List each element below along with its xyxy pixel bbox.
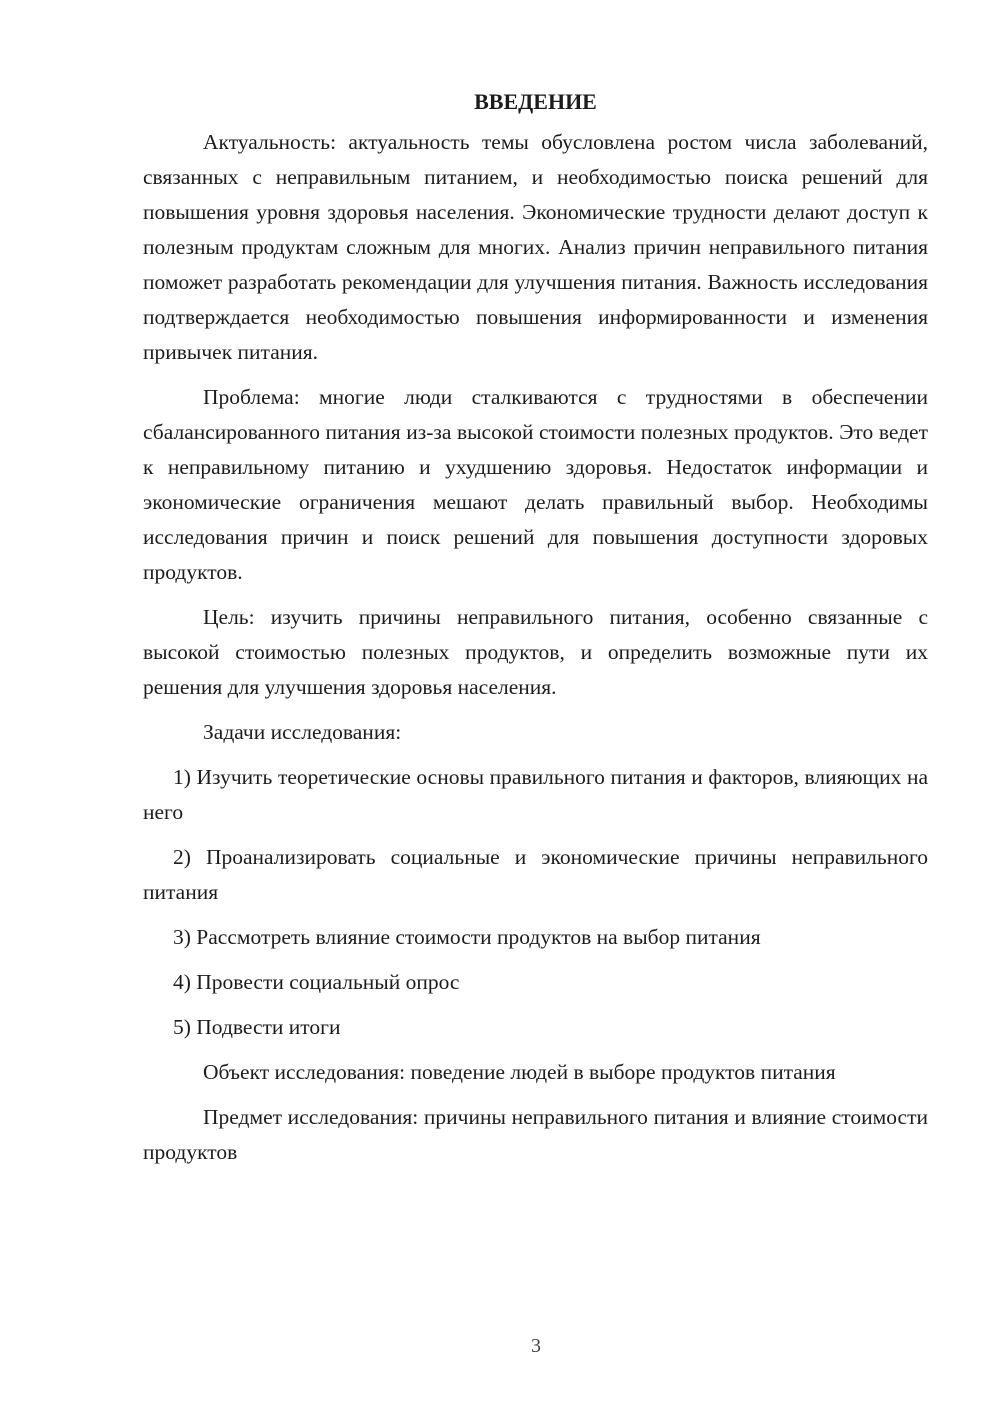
list-item: 1) Изучить теоретические основы правильного питания и факторов, влияющих на него xyxy=(143,765,928,824)
list-item: 3) Рассмотреть влияние стоимости продуктов на выбор питания xyxy=(173,925,761,949)
list-item: 4) Провести социальный опрос xyxy=(173,970,460,994)
paragraph-relevance: Актуальность: актуальность темы обусловлена ростом числа заболеваний, связанных с неправильным питанием, и необходимостью поиска решений для повышения уровня здоровья населения. Экономические трудности делают доступ к полезным продуктам сложным для многих. Анализ причин неправильного питания поможет разработать рекомендации для улучшения питания. Важность исследования подтверждается необходимостью повышения информированности и изменения привычек питания. xyxy=(143,130,928,364)
list-item: 5) Подвести итоги xyxy=(173,1015,341,1039)
page-title: ВВЕДЕНИЕ xyxy=(474,89,597,114)
paragraph-goal: Цель: изучить причины неправильного питания, особенно связанные с высокой стоимостью полезных продуктов, и определить возможные пути их решения для улучшения здоровья населения. xyxy=(143,605,928,699)
paragraph-subject: Предмет исследования: причины неправильного питания и влияние стоимости продуктов xyxy=(143,1105,928,1164)
tasks-heading: Задачи исследования: xyxy=(203,720,402,744)
page-number: 3 xyxy=(531,1335,541,1357)
paragraph-problem: Проблема: многие люди сталкиваются с трудностями в обеспечении сбалансированного питания из-за высокой стоимости полезных продуктов. Это ведет к неправильному питанию и ухудшению здоровья. Недостаток информации и экономические ограничения мешают делать правильный выбор. Необходимы исследования причин и поиск решений для повышения доступности здоровых продуктов. xyxy=(143,385,928,584)
list-item: 2) Проанализировать социальные и экономические причины неправильного питания xyxy=(143,845,928,904)
tasks-list xyxy=(143,760,928,1045)
paragraph-object: Объект исследования: поведение людей в выборе продуктов питания xyxy=(203,1060,836,1084)
document-page xyxy=(143,88,928,1180)
